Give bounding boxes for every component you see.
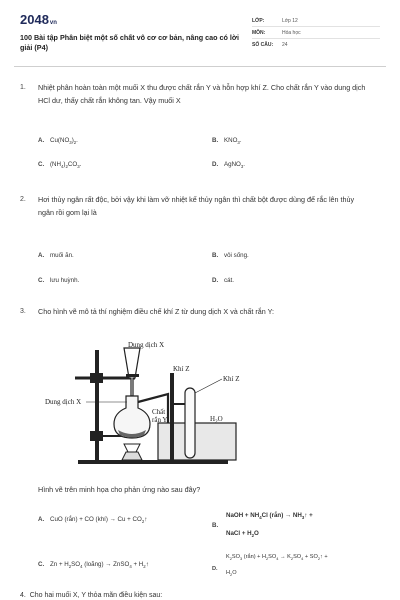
experiment-diagram: [40, 338, 250, 468]
question-3-number: 3.: [20, 308, 26, 315]
question-1-option-a[interactable]: A. $Cu(NO_3)_2$.: [38, 137, 78, 146]
meta-row-class: LỚP: Lớp 12: [252, 15, 380, 27]
site-logo[interactable]: 2048vn: [20, 12, 57, 27]
question-1-text: Nhiệt phân hoàn toàn một muối X thu được chất rắn Y và hỗn hợp khí Z. Cho chất rắn Y vào dung dịch HCl dư, thấy chất rắn không tan. Vậy muối X: [38, 83, 366, 105]
water-trough: [158, 423, 236, 460]
question-1-option-d[interactable]: D. AgNO$_3$.: [212, 161, 246, 170]
label-solid-y2: rắn Y: [152, 416, 168, 424]
question-3-option-a[interactable]: A. CuO (rắn) + CO (khí) → $Cu + CO_2↑$: [38, 516, 148, 525]
label-gas-z2: Khí Z: [223, 375, 240, 383]
label-solid-y: Chất: [152, 408, 166, 416]
document-title: 100 Bài tập Phân biệt một số chất vô cơ cơ bản, nâng cao có lời giải (P4): [20, 33, 240, 52]
label-funnel: Dung dịch X: [128, 341, 165, 349]
question-2-option-d[interactable]: D. cát.: [212, 277, 234, 284]
meta-info: [252, 15, 380, 50]
meta-row-subject: MÔN: Hóa học: [252, 27, 380, 39]
question-2-option-b[interactable]: B. vôi sống.: [212, 252, 249, 259]
question-4-partial: 4. Cho hai muối X, Y thỏa mãn điều kiện sau:: [20, 592, 163, 599]
header-divider: [14, 66, 386, 67]
label-water: $H_2O$: [210, 415, 223, 425]
question-2-option-a[interactable]: A. muối ăn.: [38, 252, 74, 259]
burner-flame: [124, 444, 140, 452]
question-1-number: 1.: [20, 84, 26, 91]
question-2-number: 2.: [20, 196, 26, 203]
meta-row-count: SỐ CÂU: 24: [252, 41, 288, 48]
stand-rod: [95, 350, 99, 462]
question-3-prompt: Hình vẽ trên minh họa cho phản ứng nào sau đây?: [38, 485, 201, 494]
clamp-top: [90, 373, 103, 383]
label-gas-z1: Khí Z: [173, 365, 190, 373]
question-1-option-c[interactable]: C. $(NH_4)_2CO_3$.: [38, 161, 82, 170]
question-3-option-c[interactable]: C. $Zn + H_2SO_4$ (loãng) → ZnSO$_4$ + $H_2↑$: [38, 561, 149, 570]
dropping-funnel: [124, 348, 140, 396]
tube-stand: [170, 373, 174, 460]
alcohol-lamp: [122, 452, 142, 460]
question-3-option-d[interactable]: D. $K_2SO_3$ (rắn) + $H_2SO_4 \to K_2SO_4$ + $SO_2↑$ + $H_2O$: [212, 554, 328, 578]
question-2-text: Hơi thủy ngân rất độc, bởi vậy khi làm vỡ nhiệt kế thủy ngân thì chất bột được dùng để rắc lên thủy ngân rồi gom lại là: [38, 195, 355, 217]
collection-tube: [185, 388, 195, 458]
question-1-option-b[interactable]: B. $KNO_3$.: [212, 137, 242, 146]
stand-base: [78, 460, 228, 464]
question-3-option-b[interactable]: B. NaOH + $NH_4Cl$ (rắn) → $NH_3↑$ + NaCl + $H_2O$: [212, 512, 313, 539]
label-solution-x: Dung dịch X: [45, 398, 82, 406]
stopcock: [126, 374, 139, 377]
question-2-option-c[interactable]: C. lưu huỳnh.: [38, 277, 80, 284]
question-3-text: Cho hình vẽ mô tả thí nghiệm điều chế khí Z từ dung dịch X và chất rắn Y:: [38, 307, 275, 316]
clamp-bottom: [90, 431, 103, 441]
